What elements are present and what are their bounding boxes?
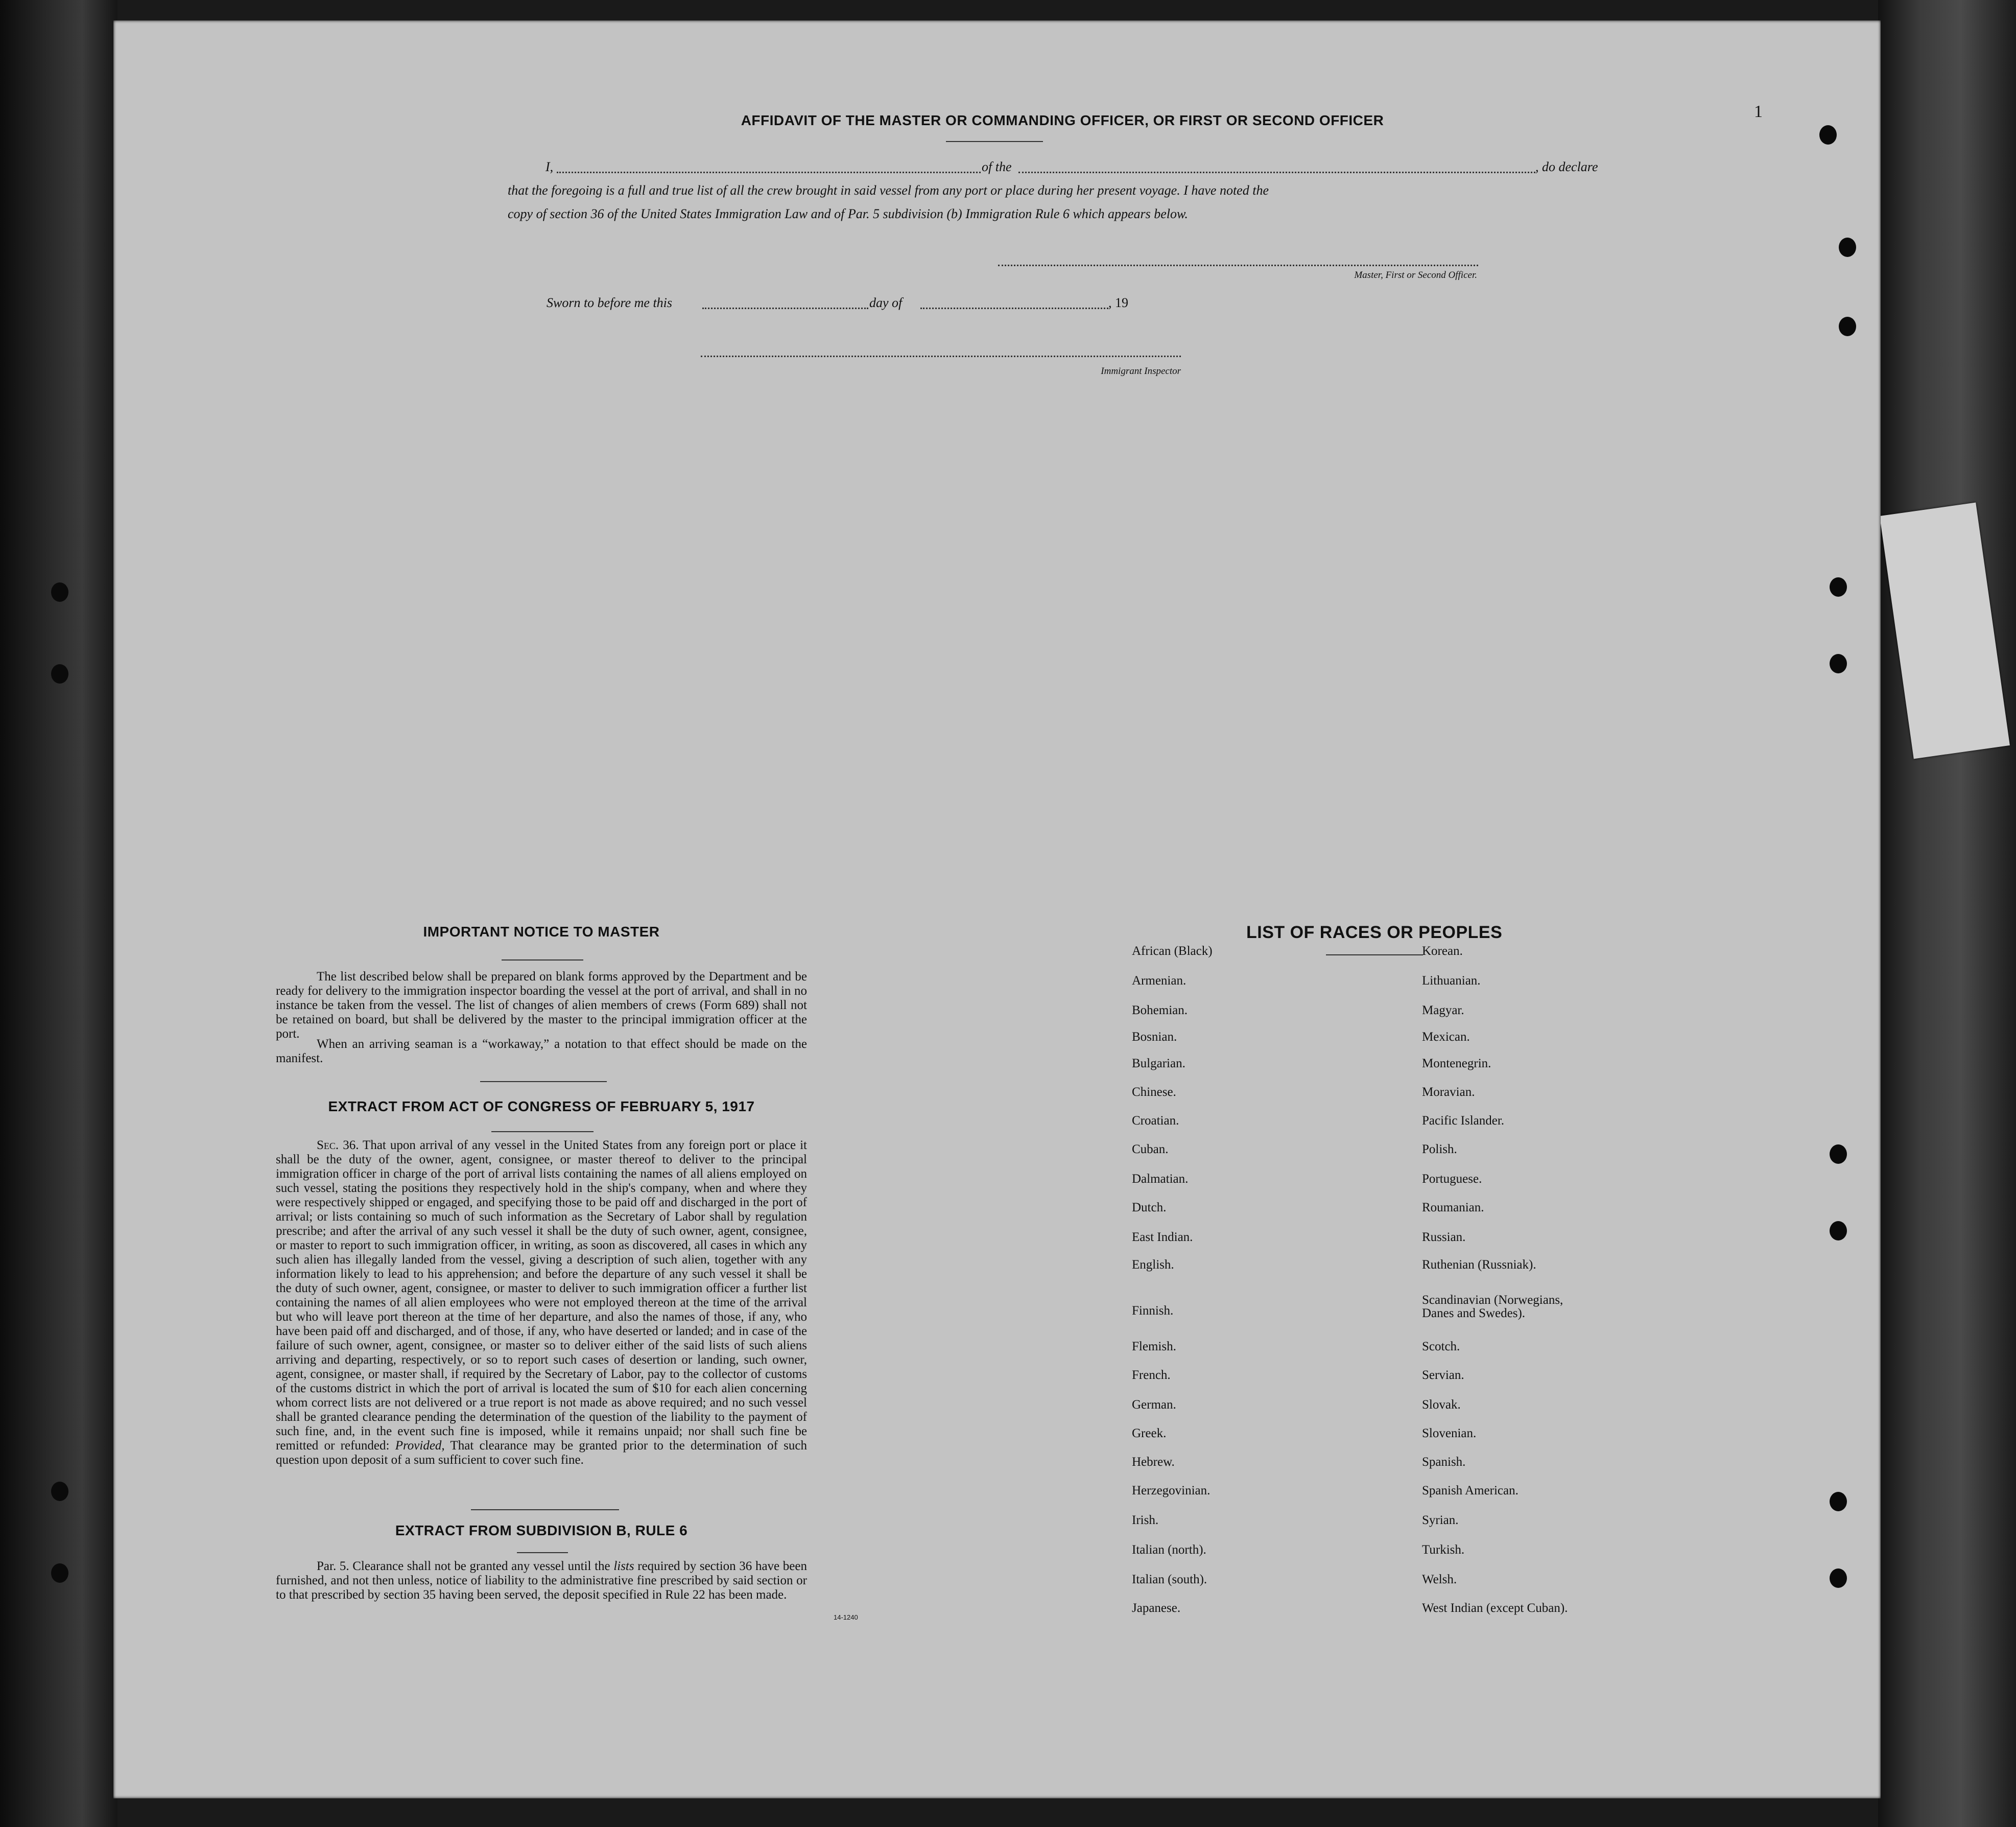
races-title: LIST OF RACES OR PEOPLES xyxy=(1246,923,1503,942)
act-body-end: That clearance may be granted prior to the determination of such question upon deposit of a sum sufficient to cover such fine. xyxy=(276,1439,807,1467)
rule-extract-title: EXTRACT FROM SUBDIVISION B, RULE 6 xyxy=(395,1523,688,1538)
title-rule xyxy=(491,1131,594,1132)
race-left-item: Finnish. xyxy=(1132,1304,1174,1318)
race-left-item: Bohemian. xyxy=(1132,1003,1188,1017)
race-left-item: Dutch. xyxy=(1132,1201,1167,1214)
binder-hole xyxy=(51,664,68,684)
title-rule xyxy=(517,1552,568,1553)
manifest-back-page xyxy=(113,20,1881,1798)
binder-right-edge xyxy=(1878,0,2016,1827)
sec-label: Sec. 36. xyxy=(317,1138,359,1152)
race-right-item: Korean. xyxy=(1422,944,1463,958)
race-left-item: Japanese. xyxy=(1132,1601,1181,1615)
race-right-item: Pacific Islander. xyxy=(1422,1114,1505,1128)
binder-hole xyxy=(51,582,68,602)
affidavit-body-line3: copy of section 36 of the United States Immigration Law and of Par. 5 subdivision (b) Immigration Rule 6 which appears below. xyxy=(508,206,1188,221)
race-right-item: Mexican. xyxy=(1422,1030,1470,1044)
race-left-item: Greek. xyxy=(1132,1426,1167,1440)
binder-hole xyxy=(1830,1221,1847,1240)
race-right-item: Spanish American. xyxy=(1422,1484,1519,1497)
sworn-label: Sworn to before me this xyxy=(547,295,673,310)
race-right-item: Montenegrin. xyxy=(1422,1057,1491,1070)
binder-left-edge xyxy=(0,0,117,1827)
binder-hole xyxy=(1830,1568,1847,1588)
race-right-item: Moravian. xyxy=(1422,1085,1475,1099)
master-name-line[interactable] xyxy=(557,172,981,173)
rule-extract-body xyxy=(276,1559,807,1602)
race-right-item: Ruthenian (Russniak). xyxy=(1422,1258,1536,1272)
form-number: 14-1240 xyxy=(834,1613,858,1621)
race-left-item: Cuban. xyxy=(1132,1142,1169,1156)
race-left-item: East Indian. xyxy=(1132,1230,1193,1244)
race-left-item: Herzegovinian. xyxy=(1132,1484,1211,1497)
race-right-item: Scandinavian (Norwegians, Danes and Swedes). xyxy=(1422,1293,1563,1320)
race-left-item: Italian (south). xyxy=(1132,1573,1207,1586)
race-left-item: Dalmatian. xyxy=(1132,1172,1189,1186)
race-right-item: Polish. xyxy=(1422,1142,1457,1156)
binder-hole xyxy=(1839,317,1856,336)
act-extract-title: EXTRACT FROM ACT OF CONGRESS OF FEBRUARY 5, 1917 xyxy=(328,1098,755,1114)
section-rule xyxy=(480,1081,607,1082)
race-right-item: Roumanian. xyxy=(1422,1201,1484,1214)
race-left-item: Bulgarian. xyxy=(1132,1057,1185,1070)
race-right-item: Turkish. xyxy=(1422,1543,1465,1557)
notice-paragraph-2: When an arriving seaman is a “workaway,” a notation to that effect should be made on the manifest. xyxy=(276,1037,807,1065)
affidavit-body-line2: that the foregoing is a full and true list of all the crew brought in said vessel from any port or place during her present voyage. I have noted the xyxy=(508,183,1269,198)
affidavit-of-the-label: of the xyxy=(982,159,1012,174)
signature-caption: Master, First or Second Officer. xyxy=(1354,270,1477,280)
title-rule xyxy=(946,141,1043,142)
sworn-month-line[interactable] xyxy=(920,308,1108,309)
binder-hole xyxy=(51,1482,68,1501)
binder-hole xyxy=(1830,577,1847,597)
title-rule xyxy=(502,959,583,961)
race-right-item: Lithuanian. xyxy=(1422,974,1481,988)
race-left-item: English. xyxy=(1132,1258,1174,1272)
race-right-item: Welsh. xyxy=(1422,1573,1457,1586)
binder-hole xyxy=(1830,1492,1847,1511)
race-right-item: Magyar. xyxy=(1422,1003,1464,1017)
master-signature-line[interactable] xyxy=(998,265,1478,266)
race-left-item: Hebrew. xyxy=(1132,1455,1175,1469)
race-left-item: French. xyxy=(1132,1368,1171,1382)
race-right-item: Scotch. xyxy=(1422,1340,1460,1353)
title-rule xyxy=(1326,954,1423,955)
race-right-item: Slovak. xyxy=(1422,1398,1461,1412)
notice-paragraph-1: The list described below shall be prepared on blank forms approved by the Department and be ready for delivery to the immigration inspector boarding the vessel at the port of arrival, and shall in no instance be taken from the vessel. The list of changes of alien members of crews (Form 689) shall not be retained on board, but shall be delivered by the master to the principal immigration officer at the port. xyxy=(276,970,807,1041)
affidavit-do-declare: , do declare xyxy=(1535,159,1598,174)
binder-hole xyxy=(1819,125,1837,145)
binder-hole xyxy=(1839,238,1856,257)
race-right-item: West Indian (except Cuban). xyxy=(1422,1601,1568,1615)
day-of-label: day of xyxy=(869,295,903,310)
race-right-item: Spanish. xyxy=(1422,1455,1466,1469)
race-right-item: Portuguese. xyxy=(1422,1172,1482,1186)
act-extract-body xyxy=(276,1138,807,1467)
race-left-item: Bosnian. xyxy=(1132,1030,1177,1044)
section-rule xyxy=(471,1509,619,1510)
binder-hole xyxy=(1830,654,1847,673)
provided-word: Provided, xyxy=(395,1439,445,1453)
affidavit-i-label: I, xyxy=(545,159,554,174)
race-right-item: Servian. xyxy=(1422,1368,1464,1382)
notice-title: IMPORTANT NOTICE TO MASTER xyxy=(423,924,660,940)
year-label: , 19 xyxy=(1108,295,1128,310)
race-left-item: African (Black) xyxy=(1132,944,1213,958)
page-number: 1 xyxy=(1754,102,1763,121)
inspector-signature-line[interactable] xyxy=(701,356,1181,357)
affidavit-title: AFFIDAVIT OF THE MASTER OR COMMANDING OFFICER, OR FIRST OR SECOND OFFICER xyxy=(741,112,1384,128)
race-left-item: Irish. xyxy=(1132,1513,1159,1527)
binder-hole xyxy=(51,1563,68,1583)
rule-body-end: required by section 36 have been furnished, and not then unless, notice of liability to the administrative fine prescribed by said section or to that prescribed by section 35 having been served, the deposit specified in Rule 22 has been made. xyxy=(276,1559,807,1602)
race-right-item: Russian. xyxy=(1422,1230,1466,1244)
lists-word: lists xyxy=(613,1559,634,1573)
race-left-item: Italian (north). xyxy=(1132,1543,1206,1557)
inspector-caption: Immigrant Inspector xyxy=(1101,366,1181,377)
vessel-name-line[interactable] xyxy=(1018,172,1535,173)
race-left-item: German. xyxy=(1132,1398,1176,1412)
race-right-item: Syrian. xyxy=(1422,1513,1459,1527)
act-body-text: That upon arrival of any vessel in the United States from any foreign port or place it shall be the duty of the owner, agent, consignee, or master thereof to deliver to the principal immigration officer in charge of the port of arrival lists containing the names of all aliens employed on such vessel, stating the positions they respectively hold in the ship's company, when and where they were respectively shipped or engaged, and specifying those to be paid off and discharged in the port of arrival; or lists containing so much of such information as the Secretary of Labor shall by regulation prescribe; and after the arrival of any such vessel it shall be the duty of such owner, agent, consignee, or master to report to such immigration officer, in writing, as soon as discovered, all cases in which any such alien has illegally landed from the vessel, giving a description of such alien, together with any information likely to lead to his apprehension; and before the departure of any such vessel it shall be the duty of such owner, agent, consignee, or master to deliver to such immigration officer a further list containing the names of all alien employees who were not employed thereon at the time of the arrival but who will leave port thereon at the time of her departure, and also the names of those, if any, who have been paid off and discharged, and of those, if any, who have deserted or landed; and in case of the failure of such owner, agent, consignee, or master so to deliver either of the said lists of such aliens arriving and departing, respectively, or so to report such cases of desertion or landing, such owner, agent, consignee, or master shall, if required by the Secretary of Labor, pay to the collector of customs of the customs district in which the port of arrival is located the sum of $10 for each alien concerning whom correct lists are not delivered or a true report is not made as above required; and no such vessel shall be granted clearance pending the determination of the question of the liability to the payment of such fine, and, in the event such fine is imposed, while it remains unpaid; nor shall such fine be remitted or refunded: xyxy=(276,1138,808,1453)
race-left-item: Croatian. xyxy=(1132,1114,1179,1128)
race-left-item: Flemish. xyxy=(1132,1340,1176,1353)
rule-body-start: Par. 5. Clearance shall not be granted any vessel until the xyxy=(317,1559,614,1573)
race-left-item: Chinese. xyxy=(1132,1085,1176,1099)
binder-hole xyxy=(1830,1144,1847,1164)
race-right-item: Slovenian. xyxy=(1422,1426,1477,1440)
race-left-item: Armenian. xyxy=(1132,974,1187,988)
sworn-day-line[interactable] xyxy=(702,308,868,309)
